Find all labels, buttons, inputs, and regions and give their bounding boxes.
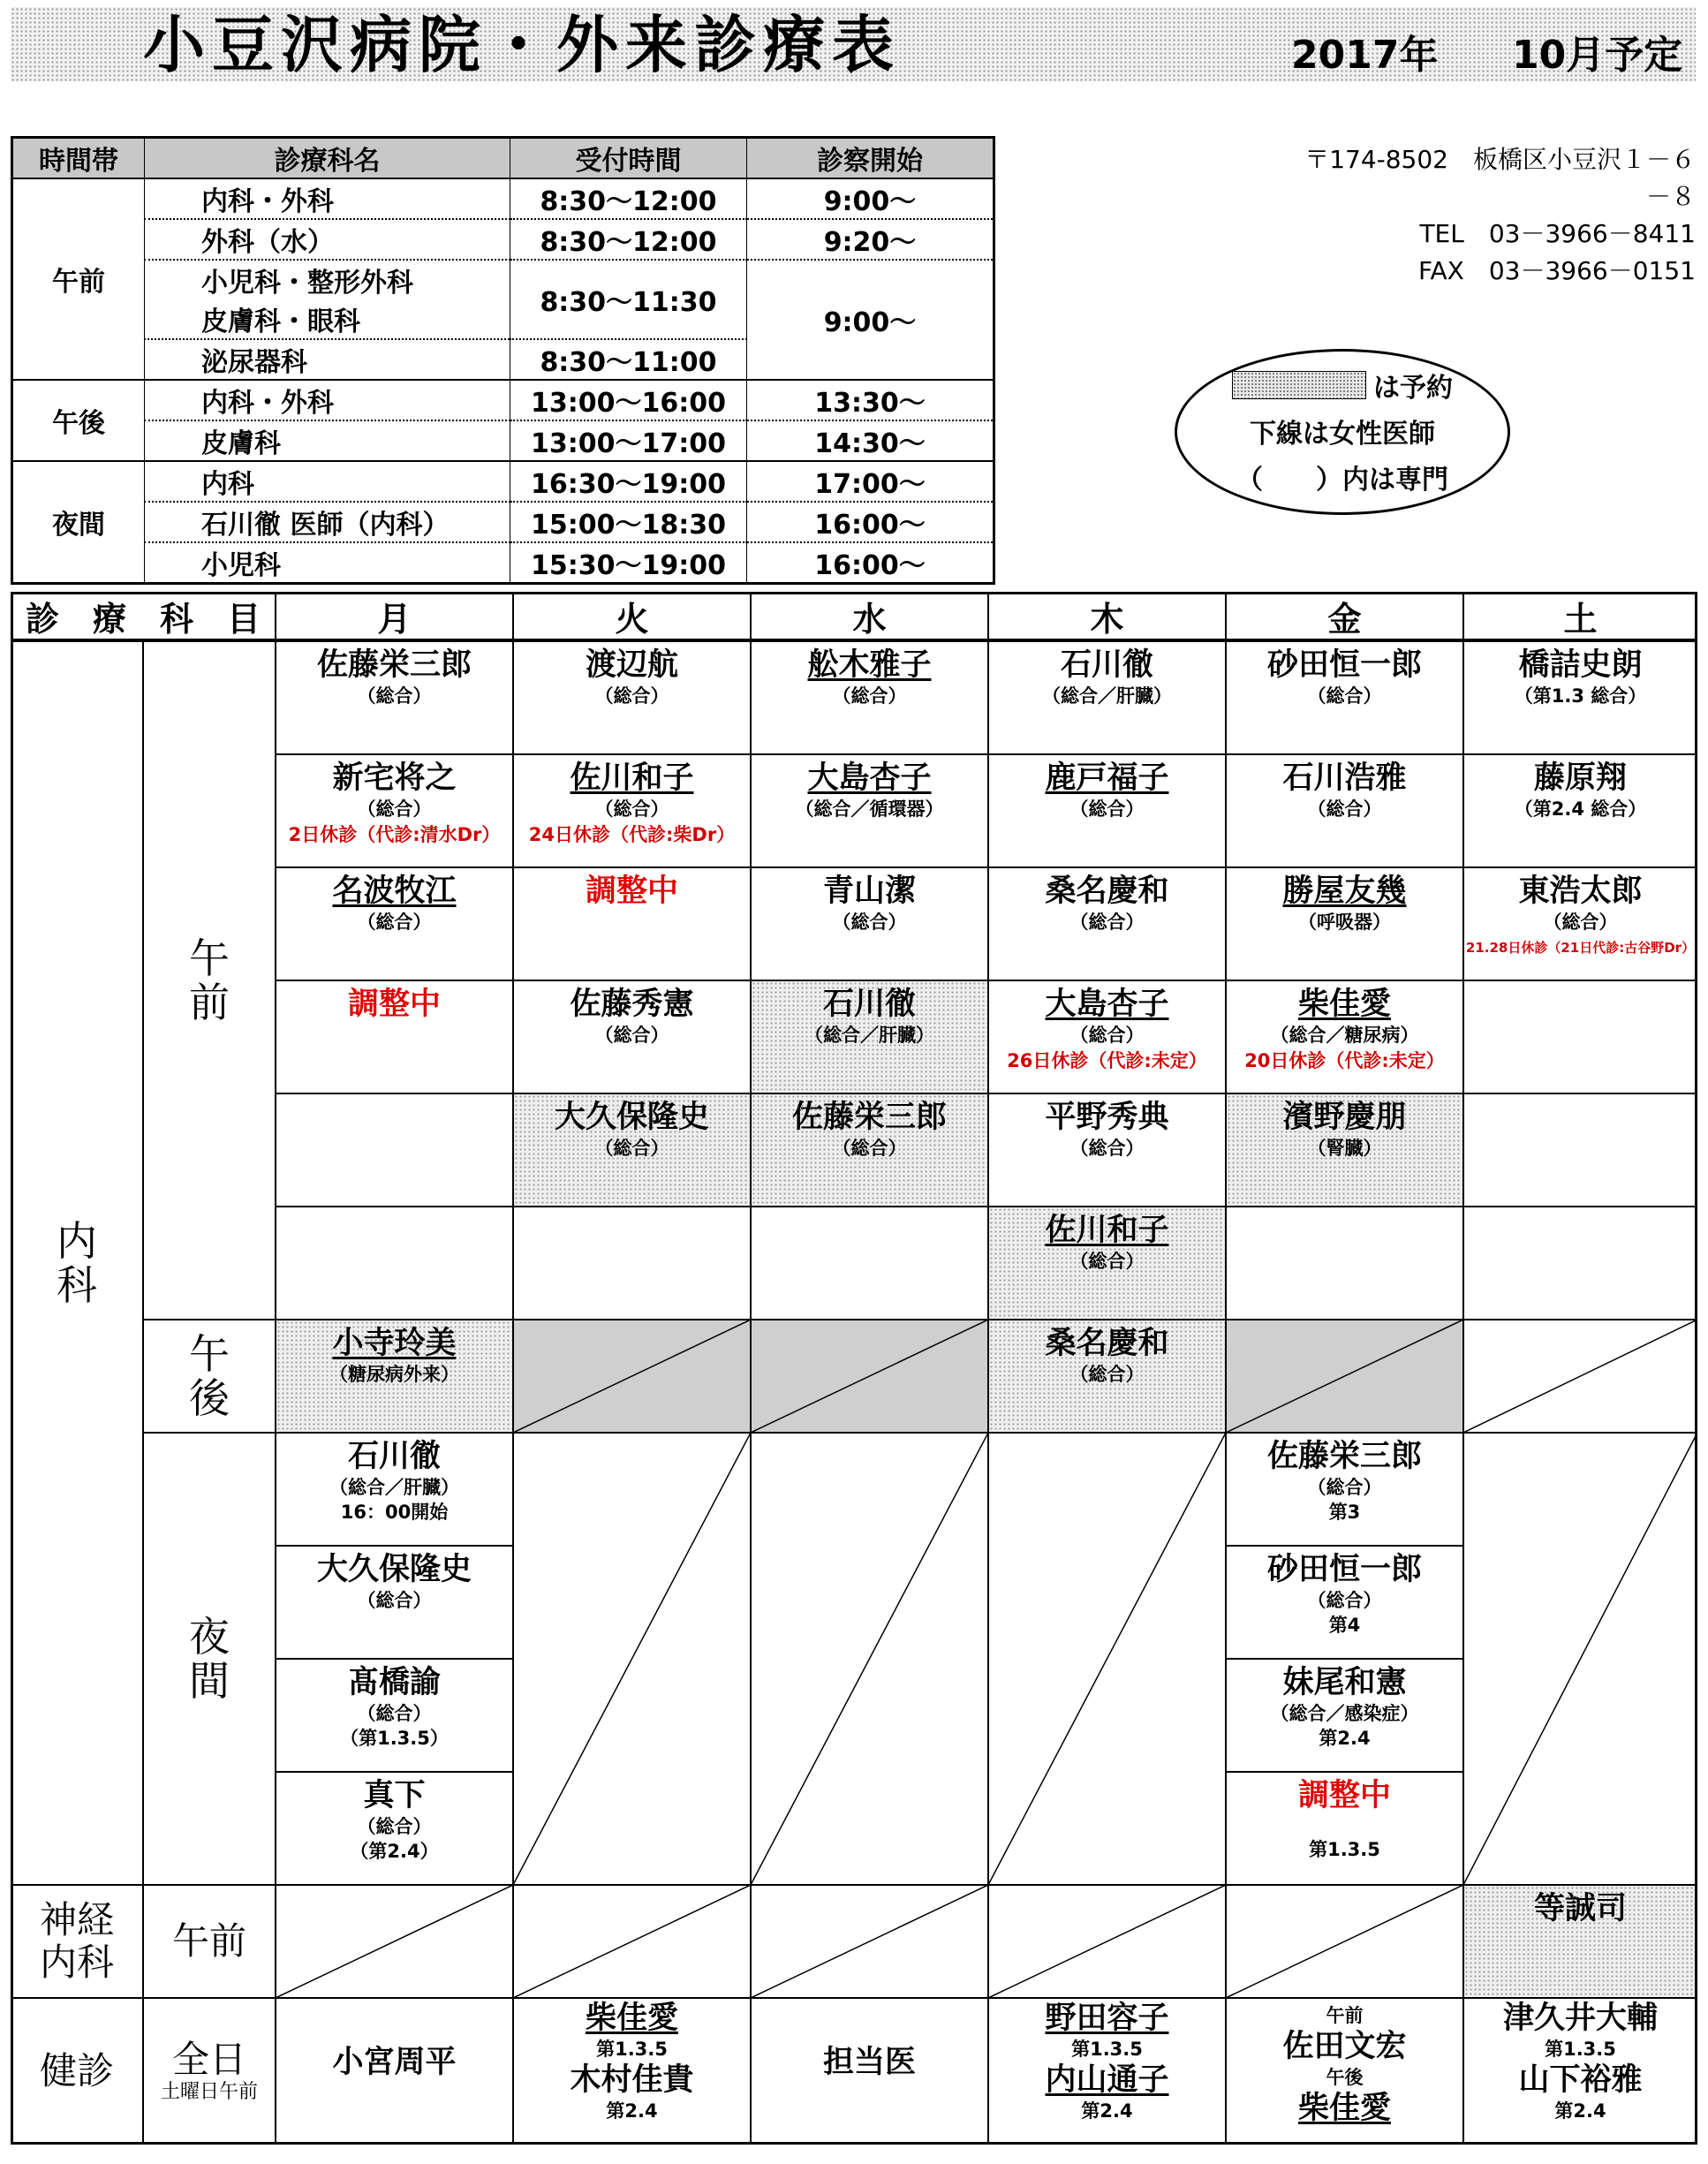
hours-reception: 15:30～19:00 [510, 542, 747, 584]
doctor-name: 柴佳愛 [585, 2001, 678, 2036]
schedule-grid [11, 592, 1697, 2145]
schedule-note: 第3 [1328, 1502, 1361, 1523]
reservation-swatch [1232, 371, 1366, 399]
schedule-year: 2017年 [1291, 33, 1439, 78]
am-slot [513, 754, 751, 867]
doctor-specialty: （第1.3 総合） [1514, 685, 1647, 707]
am-slot [988, 980, 1226, 1093]
doctor-name: 平野秀典 [1045, 1100, 1169, 1135]
doctor-specialty: （総合／循環器） [795, 798, 944, 820]
page-title: 小豆沢病院・外来診療表 [143, 9, 901, 81]
doctor-specialty: （総合） [594, 1138, 669, 1159]
doctor-name: 野田容子 [1045, 2001, 1169, 2036]
allday-text: 全日 [171, 2038, 246, 2081]
am-slot [276, 641, 513, 754]
hours-header-reception: 受付時間 [510, 138, 747, 179]
doctor-name: 東浩太郎 [1518, 874, 1643, 909]
doctor-specialty: （総合） [1307, 798, 1382, 820]
doctor-name: 担当医 [822, 2045, 916, 2080]
hours-start: 17:00～ [747, 461, 994, 502]
am-slot [513, 641, 751, 754]
am-slot [988, 641, 1226, 754]
neurology-slot [1463, 1885, 1697, 1998]
week-note: 第2.4 [606, 2100, 658, 2122]
hours-reception: 8:30～11:30 [510, 260, 747, 339]
am-slot [513, 1093, 751, 1207]
schedule-note: 16：00開始 [340, 1502, 449, 1523]
hours-reception: 13:00～16:00 [510, 380, 747, 420]
doctor-specialty: （総合） [357, 1816, 432, 1837]
am-slot [1226, 867, 1463, 980]
doctor-name: 木村佳貴 [570, 2062, 694, 2098]
pm-slot [513, 1320, 751, 1433]
night-slot [276, 1546, 513, 1659]
night-closed-slot [751, 1433, 988, 1885]
night-closed-slot [1463, 1433, 1697, 1885]
hours-reception: 13:00～17:00 [510, 420, 747, 461]
doctor-name: 真下 [363, 1778, 426, 1813]
doctor-specialty: （総合／糖尿病） [1270, 1025, 1419, 1046]
pm-slot [988, 1320, 1226, 1433]
doctor-name: 髙橋諭 [347, 1665, 441, 1700]
hours-start: 16:00～ [747, 542, 994, 584]
period-night-label: 夜 間 [143, 1433, 276, 1885]
hours-start: 13:30～ [747, 380, 994, 420]
am-slot [1226, 1207, 1463, 1320]
pm-slot [276, 1320, 513, 1433]
schedule-note: 第1.3.5 [1309, 1839, 1380, 1860]
title-banner [11, 7, 1696, 81]
time-note: 午後 [1326, 2067, 1364, 2088]
doctor-name: 大久保隆史 [554, 1100, 709, 1135]
doctor-specialty: （総合） [832, 1138, 907, 1159]
doctor-name: 舩木雅子 [807, 647, 932, 683]
hours-table [11, 136, 995, 585]
checkup-slot [1226, 1998, 1463, 2145]
doctor-name: 砂田恒一郎 [1266, 647, 1422, 683]
doctor-specialty: （第2.4 総合） [1514, 798, 1647, 820]
am-slot [751, 980, 988, 1093]
doctor-specialty: （総合） [357, 685, 432, 707]
adjusting-label: 調整中 [585, 874, 678, 909]
legend-reservation: は予約 [1373, 373, 1453, 404]
doctor-specialty: （総合） [357, 912, 432, 933]
period-am-label: 午 前 [143, 641, 276, 1320]
time-note: 午前 [1326, 2005, 1364, 2026]
checkup-slot [513, 1998, 751, 2145]
absence-note: 26日休診（代診:未定） [1007, 1050, 1207, 1071]
dept-naika-label: 内 科 [11, 641, 143, 1885]
hospital-address-block [1289, 141, 1696, 290]
doctor-name: 大島杏子 [807, 760, 932, 796]
doctor-name: 佐川和子 [570, 760, 694, 796]
checkup-slot [988, 1998, 1226, 2145]
absence-note: 2日休診（代診:清水Dr） [288, 824, 501, 845]
postal-address: 〒174-8502 板橋区小豆沢１－６－８ [1304, 145, 1696, 211]
day-header: 火 [513, 592, 751, 641]
am-slot [988, 754, 1226, 867]
absence-note: 20日休診（代診:未定） [1244, 1050, 1445, 1071]
doctor-name: 石川徹 [347, 1439, 441, 1474]
doctor-name: 石川徹 [1060, 647, 1153, 683]
doctor-name: 佐田文宏 [1282, 2029, 1407, 2064]
doctor-name: 橋詰史朗 [1518, 647, 1643, 683]
doctor-specialty: （総合） [594, 798, 669, 820]
hours-dept: 内科 [145, 461, 510, 502]
doctor-name: 桑名慶和 [1045, 1326, 1169, 1361]
hours-reception: 15:00～18:30 [510, 502, 747, 542]
telephone-number: TEL 03－3966－8411 [1419, 219, 1696, 248]
doctor-name: 桑名慶和 [1045, 874, 1169, 909]
adjusting-label: 調整中 [347, 987, 441, 1022]
doctor-specialty: （総合） [1307, 1590, 1382, 1611]
night-slot [1226, 1659, 1463, 1772]
hours-dept: 内科・外科 [145, 178, 510, 219]
day-header: 木 [988, 592, 1226, 641]
night-closed-slot [988, 1433, 1226, 1885]
hours-start: 14:30～ [747, 420, 994, 461]
night-slot [276, 1433, 513, 1546]
am-slot [751, 867, 988, 980]
adjusting-label: 調整中 [1297, 1778, 1391, 1813]
doctor-specialty: （総合／肝臓） [1042, 685, 1172, 707]
hours-dept: 皮膚科 [145, 420, 510, 461]
period-pm-label: 午 後 [143, 1320, 276, 1433]
doctor-name: 佐藤栄三郎 [1266, 1439, 1422, 1474]
doctor-name: 佐藤秀憲 [570, 987, 694, 1022]
am-slot [276, 1093, 513, 1207]
dept-checkup-label: 健診 [11, 1998, 143, 2145]
hours-evening-label: 夜間 [12, 461, 145, 584]
schedule-month: 10月予定 [1512, 33, 1683, 78]
hours-dept: 外科（水） [145, 219, 510, 260]
am-slot [276, 754, 513, 867]
am-slot [1463, 1207, 1697, 1320]
am-slot [1226, 980, 1463, 1093]
fax-number: FAX 03－3966－0151 [1417, 256, 1696, 285]
checkup-slot [1463, 1998, 1697, 2145]
doctor-specialty: （腎臓） [1307, 1138, 1382, 1159]
doctor-specialty: （総合／肝臓） [329, 1477, 459, 1498]
hours-afternoon-label: 午後 [12, 380, 145, 461]
pm-slot [751, 1320, 988, 1433]
am-slot [1463, 641, 1697, 754]
doctor-specialty: （総合） [1069, 1364, 1145, 1385]
hours-start: 16:00～ [747, 502, 994, 542]
hours-header-start: 診察開始 [747, 138, 994, 179]
night-slot [1226, 1772, 1463, 1885]
am-slot [276, 980, 513, 1093]
hours-start: 9:00～ [747, 178, 994, 219]
doctor-name: 津久井大輔 [1502, 2001, 1658, 2036]
doctor-specialty: （総合） [832, 912, 907, 933]
doctor-name: 佐川和子 [1045, 1213, 1169, 1248]
doctor-name: 大久保隆史 [316, 1552, 472, 1587]
legend-specialty: （ ）内は専門 [1236, 465, 1448, 496]
hours-start: 9:00～ [747, 260, 994, 380]
neurology-closed-slot [276, 1885, 513, 1998]
am-slot [1226, 1093, 1463, 1207]
week-note: 第2.4 [1554, 2100, 1606, 2122]
hours-dept: 小児科・整形外科 [145, 260, 510, 299]
doctor-name: 小寺玲美 [332, 1326, 457, 1361]
am-slot [1463, 1093, 1697, 1207]
week-note: 第1.3.5 [1545, 2039, 1616, 2060]
doctor-name: 大島杏子 [1045, 987, 1169, 1022]
am-slot [751, 641, 988, 754]
hours-header-period: 時間帯 [12, 138, 145, 179]
doctor-specialty: （総合） [357, 1590, 432, 1611]
am-slot [1463, 980, 1697, 1093]
checkup-allday-label [143, 1998, 276, 2145]
night-closed-slot [513, 1433, 751, 1885]
am-slot [988, 1207, 1226, 1320]
doctor-name: 佐藤栄三郎 [316, 647, 472, 683]
hours-reception: 16:30～19:00 [510, 461, 747, 502]
am-slot [751, 1093, 988, 1207]
am-slot [513, 980, 751, 1093]
pm-slot [1226, 1320, 1463, 1433]
doctor-specialty: （総合） [1069, 798, 1145, 820]
doctor-name: 柴佳愛 [1297, 987, 1391, 1022]
am-slot [751, 1207, 988, 1320]
doctor-specialty: （総合） [1069, 1251, 1145, 1272]
doctor-specialty: （総合） [1069, 1138, 1145, 1159]
am-slot [513, 867, 751, 980]
checkup-slot [751, 1998, 988, 2145]
doctor-specialty: （総合） [1543, 912, 1618, 933]
doctor-specialty: （総合） [357, 1703, 432, 1724]
legend-female: 下線は女性医師 [1250, 419, 1435, 450]
doctor-specialty: （総合／感染症） [1270, 1703, 1419, 1724]
am-slot [988, 1093, 1226, 1207]
doctor-specialty: （総合／肝臓） [805, 1025, 934, 1046]
legend-oval [1175, 349, 1510, 515]
doctor-name: 山下裕雅 [1518, 2062, 1643, 2098]
night-slot [276, 1772, 513, 1885]
pm-slot [1463, 1320, 1697, 1433]
doctor-name: 妹尾和憲 [1282, 1665, 1407, 1700]
hours-reception: 8:30～12:00 [510, 178, 747, 219]
doctor-name: 内山通子 [1045, 2062, 1169, 2098]
am-slot [276, 867, 513, 980]
night-slot [1226, 1433, 1463, 1546]
am-slot [751, 754, 988, 867]
night-slot [276, 1659, 513, 1772]
doctor-specialty: （総合） [1307, 685, 1382, 707]
doctor-name: 鹿戸福子 [1045, 760, 1169, 796]
doctor-name: 名波牧江 [332, 874, 457, 909]
doctor-name: 濱野慶朋 [1282, 1100, 1407, 1135]
doctor-name: 小宮周平 [332, 2045, 457, 2080]
day-header: 金 [1226, 592, 1463, 641]
am-slot [1463, 754, 1697, 867]
doctor-name: 砂田恒一郎 [1266, 1552, 1422, 1587]
hours-dept: 泌尿器科 [145, 339, 510, 380]
doctor-specialty: （総合） [1069, 912, 1145, 933]
hours-header-dept: 診療科名 [145, 138, 510, 179]
week-note: 第1.3.5 [596, 2039, 668, 2060]
doctor-name: 藤原翔 [1533, 760, 1627, 796]
neurology-closed-slot [1226, 1885, 1463, 1998]
doctor-specialty: （総合） [1307, 1477, 1382, 1498]
schedule-note: （第2.4） [350, 1841, 439, 1862]
week-note: 第1.3.5 [1071, 2039, 1143, 2060]
hours-dept: 小児科 [145, 542, 510, 584]
neurology-closed-slot [988, 1885, 1226, 1998]
schedule-note: 第4 [1328, 1615, 1361, 1636]
neurology-am-label: 午前 [143, 1885, 276, 1998]
schedule-note: （第1.3.5） [340, 1728, 449, 1749]
am-slot [988, 867, 1226, 980]
am-slot [1226, 754, 1463, 867]
week-note: 第2.4 [1081, 2100, 1133, 2122]
doctor-specialty: （糖尿病外来） [329, 1364, 459, 1385]
hours-dept: 石川徹 医師（内科） [145, 502, 510, 542]
doctor-name: 等誠司 [1533, 1891, 1627, 1926]
allday-subtext: 土曜日午前 [160, 2081, 258, 2103]
day-header: 土 [1463, 592, 1697, 641]
doctor-specialty: （総合） [832, 685, 907, 707]
am-slot [1463, 867, 1697, 980]
doctor-name: 石川徹 [822, 987, 916, 1022]
doctor-specialty: （総合） [357, 798, 432, 820]
hours-morning-label: 午前 [12, 178, 145, 380]
day-header: 月 [276, 592, 513, 641]
absence-note: 24日休診（代診:柴Dr） [528, 824, 736, 845]
doctor-name: 佐藤栄三郎 [791, 1100, 947, 1135]
doctor-name: 石川浩雅 [1282, 760, 1407, 796]
hours-reception: 8:30～12:00 [510, 219, 747, 260]
hours-dept: 皮膚科・眼科 [145, 299, 510, 339]
dept-neurology-label: 神経 内科 [11, 1885, 143, 1998]
am-slot [1226, 641, 1463, 754]
doctor-name: 新宅将之 [332, 760, 457, 796]
night-slot [1226, 1546, 1463, 1659]
doctor-specialty: （総合） [594, 1025, 669, 1046]
neurology-closed-slot [513, 1885, 751, 1998]
hours-reception: 8:30～11:00 [510, 339, 747, 380]
doctor-name: 柴佳愛 [1297, 2091, 1391, 2126]
am-slot [513, 1207, 751, 1320]
checkup-slot [276, 1998, 513, 2145]
am-slot [276, 1207, 513, 1320]
hours-dept: 内科・外科 [145, 380, 510, 420]
schedule-note: 第2.4 [1319, 1728, 1371, 1749]
doctor-name: 渡辺航 [585, 647, 678, 683]
dept-header: 診 療 科 目 [11, 592, 276, 641]
neurology-closed-slot [751, 1885, 988, 1998]
doctor-specialty: （総合） [1069, 1025, 1145, 1046]
day-header: 水 [751, 592, 988, 641]
doctor-specialty: （呼吸器） [1298, 912, 1391, 933]
absence-note: 21.28日休診（21日代診:古谷野Dr） [1465, 940, 1696, 956]
doctor-specialty: （総合） [594, 685, 669, 707]
doctor-name: 勝屋友幾 [1282, 874, 1407, 909]
hours-start: 9:20～ [747, 219, 994, 260]
doctor-name: 青山潔 [822, 874, 916, 909]
